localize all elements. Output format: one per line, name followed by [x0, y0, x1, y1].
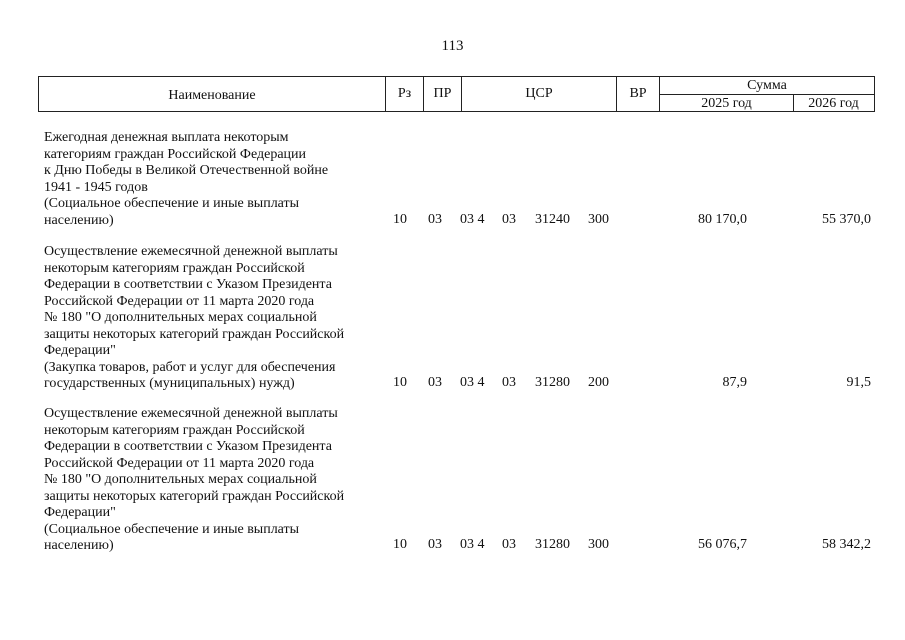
page-number: 113	[441, 38, 464, 54]
row-sum-2025: 80 170,0	[698, 212, 747, 227]
row-sum-2026: 91,5	[846, 375, 871, 390]
row-sum-2025: 87,9	[722, 375, 747, 390]
row-pr: 03	[428, 212, 442, 227]
row-sum-2025: 56 076,7	[698, 537, 747, 552]
row-csr-program: 03 4	[460, 212, 485, 227]
row-csr-program: 03 4	[460, 375, 485, 390]
row-pr: 03	[428, 375, 442, 390]
row-sum-2026: 58 342,2	[822, 537, 871, 552]
row-vr: 300	[588, 537, 609, 552]
row-sum-2026: 55 370,0	[822, 212, 871, 227]
header-pr: ПР	[424, 77, 462, 111]
row-csr-sub: 03	[502, 375, 516, 390]
row-pr: 03	[428, 537, 442, 552]
row-description: Осуществление ежемесячной денежной выплаты некоторым категориям граждан Российской Федерации в соответствии с Указом Президента Российской Федерации от 11 марта 2020 года № 180 "О дополнительных мерах социальной защиты некоторых категорий граждан Российской Федерации" (Закупка товаров, работ и услуг для обеспечения государственных (муниципальных) нужд)	[44, 244, 345, 391]
header-name: Наименование	[39, 77, 386, 111]
header-sum-group	[660, 77, 874, 111]
header-year-2026: 2026 год	[808, 96, 859, 111]
row-csr-num: 31280	[535, 375, 570, 390]
row-csr-num: 31240	[535, 212, 570, 227]
row-description: Осуществление ежемесячной денежной выплаты некоторым категориям граждан Российской Федерации в соответствии с Указом Президента Российской Федерации от 11 марта 2020 года № 180 "О дополнительных мерах социальной защиты некоторых категорий граждан Российской Федерации" (Социальное обеспечение и иные выплаты населению)	[44, 406, 345, 553]
row-csr-sub: 03	[502, 212, 516, 227]
row-vr: 200	[588, 375, 609, 390]
row-rz: 10	[393, 212, 407, 227]
row-csr-num: 31280	[535, 537, 570, 552]
row-description: Ежегодная денежная выплата некоторым категориям граждан Российской Федерации к Дню Победы в Великой Отечественной войне 1941 - 1945 годов (Социальное обеспечение и иные выплаты населению)	[44, 130, 329, 228]
header-rz: Рз	[386, 77, 424, 111]
row-vr: 300	[588, 212, 609, 227]
row-rz: 10	[393, 375, 407, 390]
header-csr: ЦСР	[462, 77, 617, 111]
header-vr: ВР	[617, 77, 660, 111]
row-csr-sub: 03	[502, 537, 516, 552]
header-sum: Сумма	[660, 77, 874, 95]
table-header	[38, 76, 875, 112]
header-year-2025: 2025 год	[660, 94, 794, 111]
row-rz: 10	[393, 537, 407, 552]
row-csr-program: 03 4	[460, 537, 485, 552]
